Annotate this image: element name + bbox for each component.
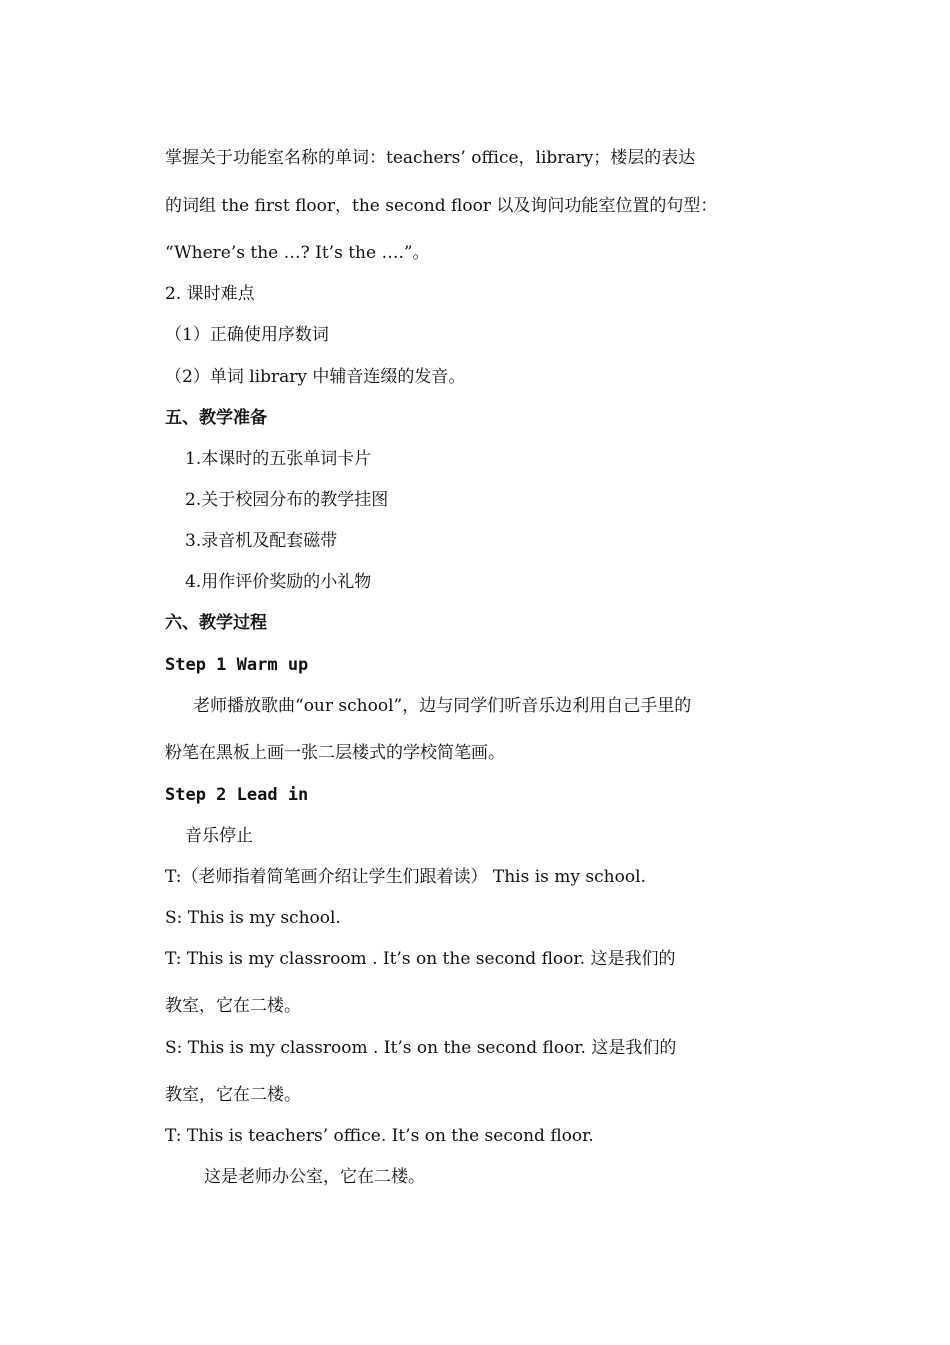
- objective-sentence-line: “Where’s the …? It’s the ….”。: [165, 243, 430, 263]
- dialogue-line-3: T: This is my classroom . It’s on the second floor. 这是我们的: [165, 949, 676, 969]
- dialogue-line-5: T: This is teachers’ office. It’s on the second floor.: [165, 1126, 594, 1146]
- dialogue-line-3-cont: 教室，它在二楼。: [165, 996, 301, 1016]
- step-1-heading: Step 1 Warm up: [165, 655, 309, 675]
- step-1-text-line-1: 老师播放歌曲“our school”，边与同学们听音乐边利用自己手里的: [193, 696, 692, 716]
- step-2-music-stop: 音乐停止: [185, 826, 253, 846]
- difficulty-heading: 2. 课时难点: [165, 284, 255, 304]
- objective-phrase-line: 的词组 the first floor，the second floor 以及询问功能室位置的句型：: [165, 196, 718, 216]
- preparation-item-4: 4.用作评价奖励的小礼物: [185, 572, 372, 592]
- difficulty-item-2: （2）单词 library 中辅音连缀的发音。: [165, 367, 466, 387]
- dialogue-line-1: T:（老师指着简笔画介绍让学生们跟着读） This is my school.: [165, 867, 646, 887]
- preparation-item-2: 2.关于校园分布的教学挂图: [185, 490, 389, 510]
- step-1-text-line-2: 粉笔在黑板上画一张二层楼式的学校简笔画。: [165, 743, 505, 763]
- step-2-heading: Step 2 Lead in: [165, 785, 309, 805]
- dialogue-line-4-cont: 教室，它在二楼。: [165, 1085, 301, 1105]
- section-heading-preparation: 五、教学准备: [165, 408, 267, 428]
- objective-vocab-line: 掌握关于功能室名称的单词：teachers’ office，library；楼层的表达: [165, 148, 696, 168]
- preparation-item-3: 3.录音机及配套磁带: [185, 531, 338, 551]
- dialogue-line-2: S: This is my school.: [165, 908, 341, 928]
- dialogue-line-5-cont: 这是老师办公室，它在二楼。: [204, 1167, 425, 1187]
- dialogue-line-4: S: This is my classroom . It’s on the second floor. 这是我们的: [165, 1038, 677, 1058]
- preparation-item-1: 1.本课时的五张单词卡片: [185, 449, 372, 469]
- difficulty-item-1: （1）正确使用序数词: [165, 325, 329, 345]
- section-heading-process: 六、教学过程: [165, 613, 267, 633]
